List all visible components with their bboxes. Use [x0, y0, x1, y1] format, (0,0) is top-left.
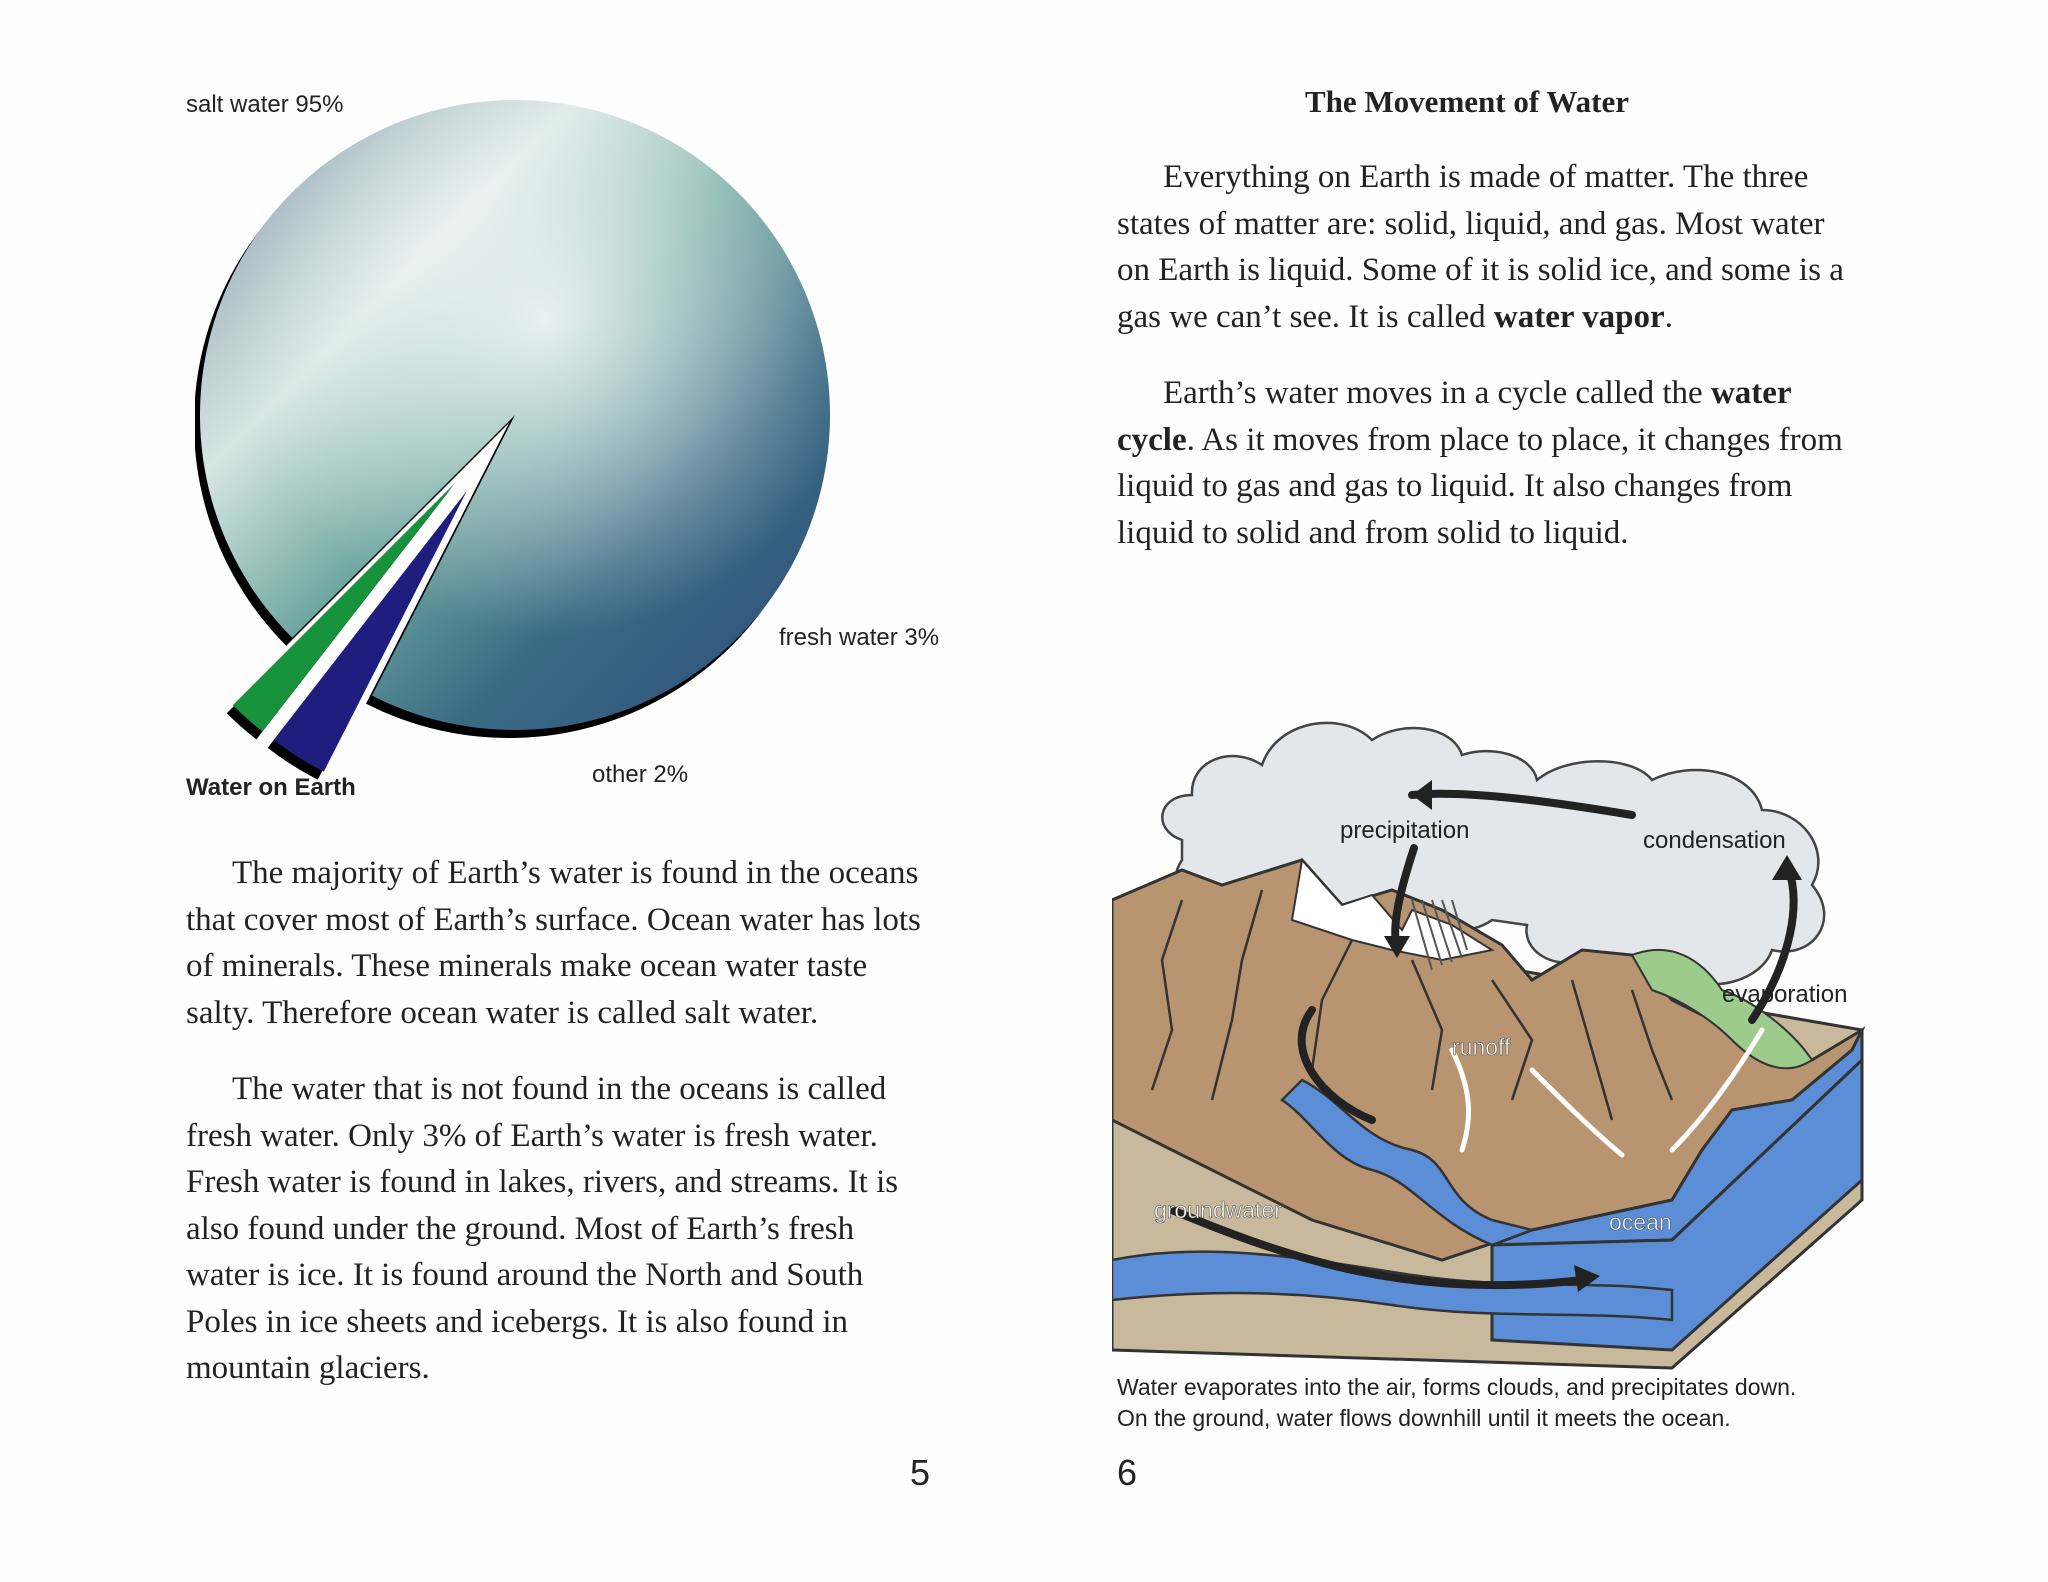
caption-line-2: On the ground, water flows downhill until it meets the ocean.	[1117, 1405, 1731, 1431]
salt-water-label: salt water 95%	[186, 91, 344, 118]
salt-water-slice-highlight	[200, 100, 830, 730]
chart-title: Water on Earth	[186, 774, 356, 801]
right-paragraph-1: Everything on Earth is made of matter. The three states of matter are: solid, liquid, and gas. Most water on Earth is liquid. Some of it is solid ice, and some is a gas we can’t see. It is called water vapor.	[1117, 159, 1844, 335]
left-body-text	[186, 850, 921, 1392]
left-paragraph-2: The water that is not found in the oceans is called fresh water. Only 3% of Earth’s water is fresh water. Fresh water is found in lakes, rivers, and streams. It is also found under the ground. Most of Earth’s fresh water is ice. It is found around the North and South Poles in ice sheets and icebergs. It is also found in mountain glaciers.	[186, 1071, 899, 1386]
groundwater-label: groundwater	[1154, 1197, 1282, 1223]
page-number-left: 5	[910, 1452, 931, 1493]
condensation-label: condensation	[1643, 827, 1786, 854]
ocean-label: ocean	[1609, 1209, 1672, 1235]
left-paragraph-1: The majority of Earth’s water is found in the oceans that cover most of Earth’s surface. Ocean water has lots of minerals. These minerals make ocean water taste salty. Therefore ocean water is called salt water.	[186, 855, 921, 1031]
term-water-vapor: water vapor	[1493, 298, 1665, 335]
caption-line-1: Water evaporates into the air, forms clouds, and precipitates down.	[1117, 1374, 1797, 1400]
precipitation-label: precipitation	[1340, 817, 1470, 844]
right-body-text	[1117, 154, 1857, 556]
water-cycle-diagram	[1112, 700, 1892, 1370]
diagram-caption	[1117, 1372, 1796, 1434]
page-heading: The Movement of Water	[1305, 84, 1629, 119]
term-water-cycle: water cycle	[1117, 375, 1791, 458]
other-label: other 2%	[592, 761, 689, 788]
fresh-water-label: fresh water 3%	[779, 624, 940, 651]
runoff-label: runoff	[1452, 1034, 1511, 1060]
evaporation-label: evaporation	[1722, 981, 1848, 1008]
right-paragraph-2: Earth’s water moves in a cycle called the water cycle. As it moves from place to place, it changes from liquid to gas and gas to liquid. It also changes from liquid to solid and from solid to liquid.	[1117, 375, 1843, 551]
page-number-right: 6	[1117, 1452, 1138, 1493]
water-on-earth-pie-chart	[195, 95, 845, 795]
